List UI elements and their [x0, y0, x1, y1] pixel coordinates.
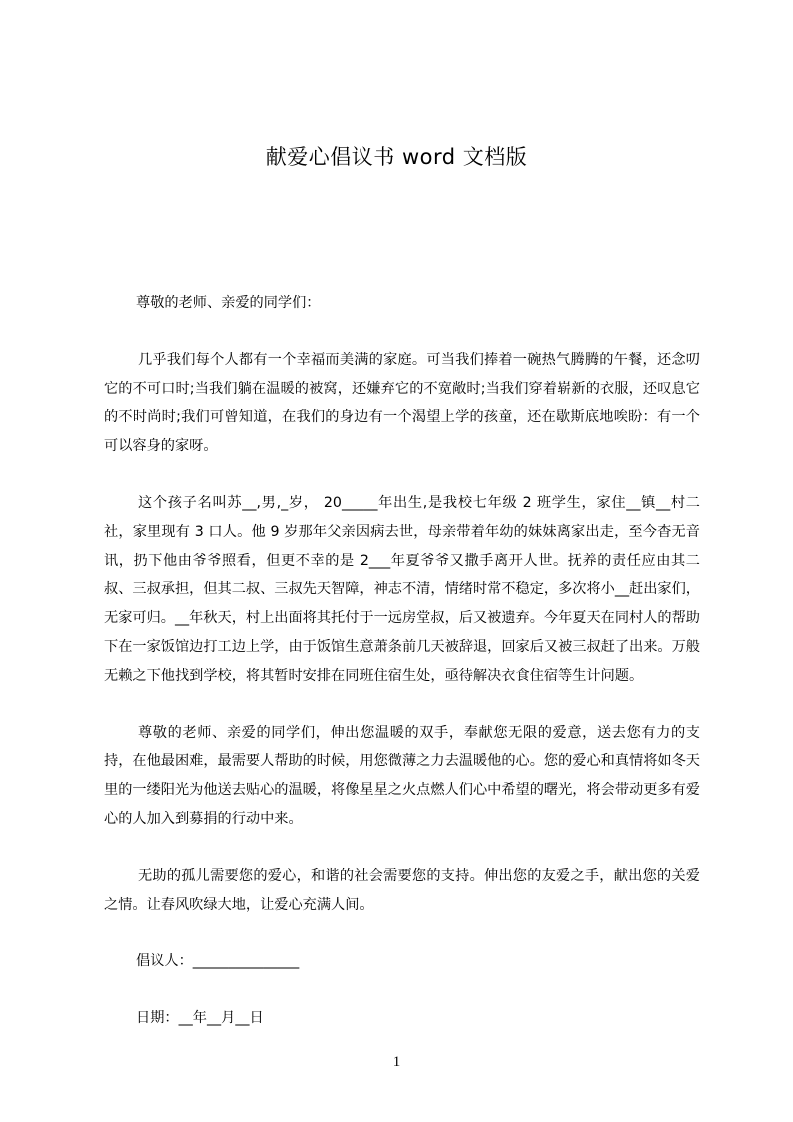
paragraph-spacer [104, 976, 700, 1004]
document-title: 献爱心倡议书 word 文档版 [265, 145, 528, 169]
paragraph-spacer [104, 919, 700, 947]
salutation: 尊敬的老师、亲爱的同学们： [136, 295, 321, 311]
paragraph-spacer [104, 834, 700, 862]
paragraph-spacer [104, 461, 700, 489]
paragraph-closing: 无助的孤儿需要您的爱心，和谐的社会需要您的支持。伸出您的友爱之手，献出您的关爱之情。让春风吹绿大地，让爱心充满人间。 [104, 867, 700, 913]
signature-line: 倡议人：_______________ [136, 953, 300, 970]
date-line: 日期：__年__月__日 [136, 1010, 264, 1027]
paragraph-spacer [104, 318, 700, 346]
page-number: 1 [392, 1054, 401, 1070]
paragraph-story: 这个孩子名叫苏__,男,_岁， 20_____年出生,是我校七年级 2 班学生，家住__镇__村二社，家里现有 3 口人。他 9 岁那年父亲因病去世，母亲带着年幼的妹妹离家出走，至今杳无音讯，扔下他由爷爷照看，但更不幸的是 2___年夏爷爷又撒手离开人世。抚养的责任应由其二叔、三叔承担，但其二叔、三叔先天智障，神志不清，情绪时常不稳定，多次将小__赶出家们，无家可归。__年秋天，村上出面将其托付于一远房堂叔，后又被遗弃。今年夏天在同村人的帮助下在一家饭馆边打工边上学，由于饭馆生意萧条前几天被辞退，回家后又被三叔赶了出来。万般无赖之下他找到学校，将其暂时安排在同班住宿生处，亟待解决衣食住宿等生计问题。 [104, 494, 700, 684]
paragraph-spacer [104, 691, 700, 719]
document-body [104, 289, 700, 1033]
paragraph-intro: 几乎我们每个人都有一个幸福而美满的家庭。可当我们捧着一碗热气腾腾的午餐，还念叨它的不可口时;当我们躺在温暖的被窝，还嫌弃它的不宽敞时;当我们穿着崭新的衣服，还叹息它的不时尚时;我们可曾知道，在我们的身边有一个渴望上学的孩童，还在歇斯底地唉盼：有一个可以容身的家呀。 [104, 351, 700, 455]
paragraph-appeal: 尊敬的老师、亲爱的同学们，伸出您温暖的双手，奉献您无限的爱意，送去您有力的支持，在他最困难，最需要人帮助的时候，用您微薄之力去温暖他的心。您的爱心和真情将如冬天里的一缕阳光为他送去贴心的温暖，将像星星之火点燃人们心中希望的曙光，将会带动更多有爱心的人加入到募捐的行动中来。 [104, 724, 700, 827]
